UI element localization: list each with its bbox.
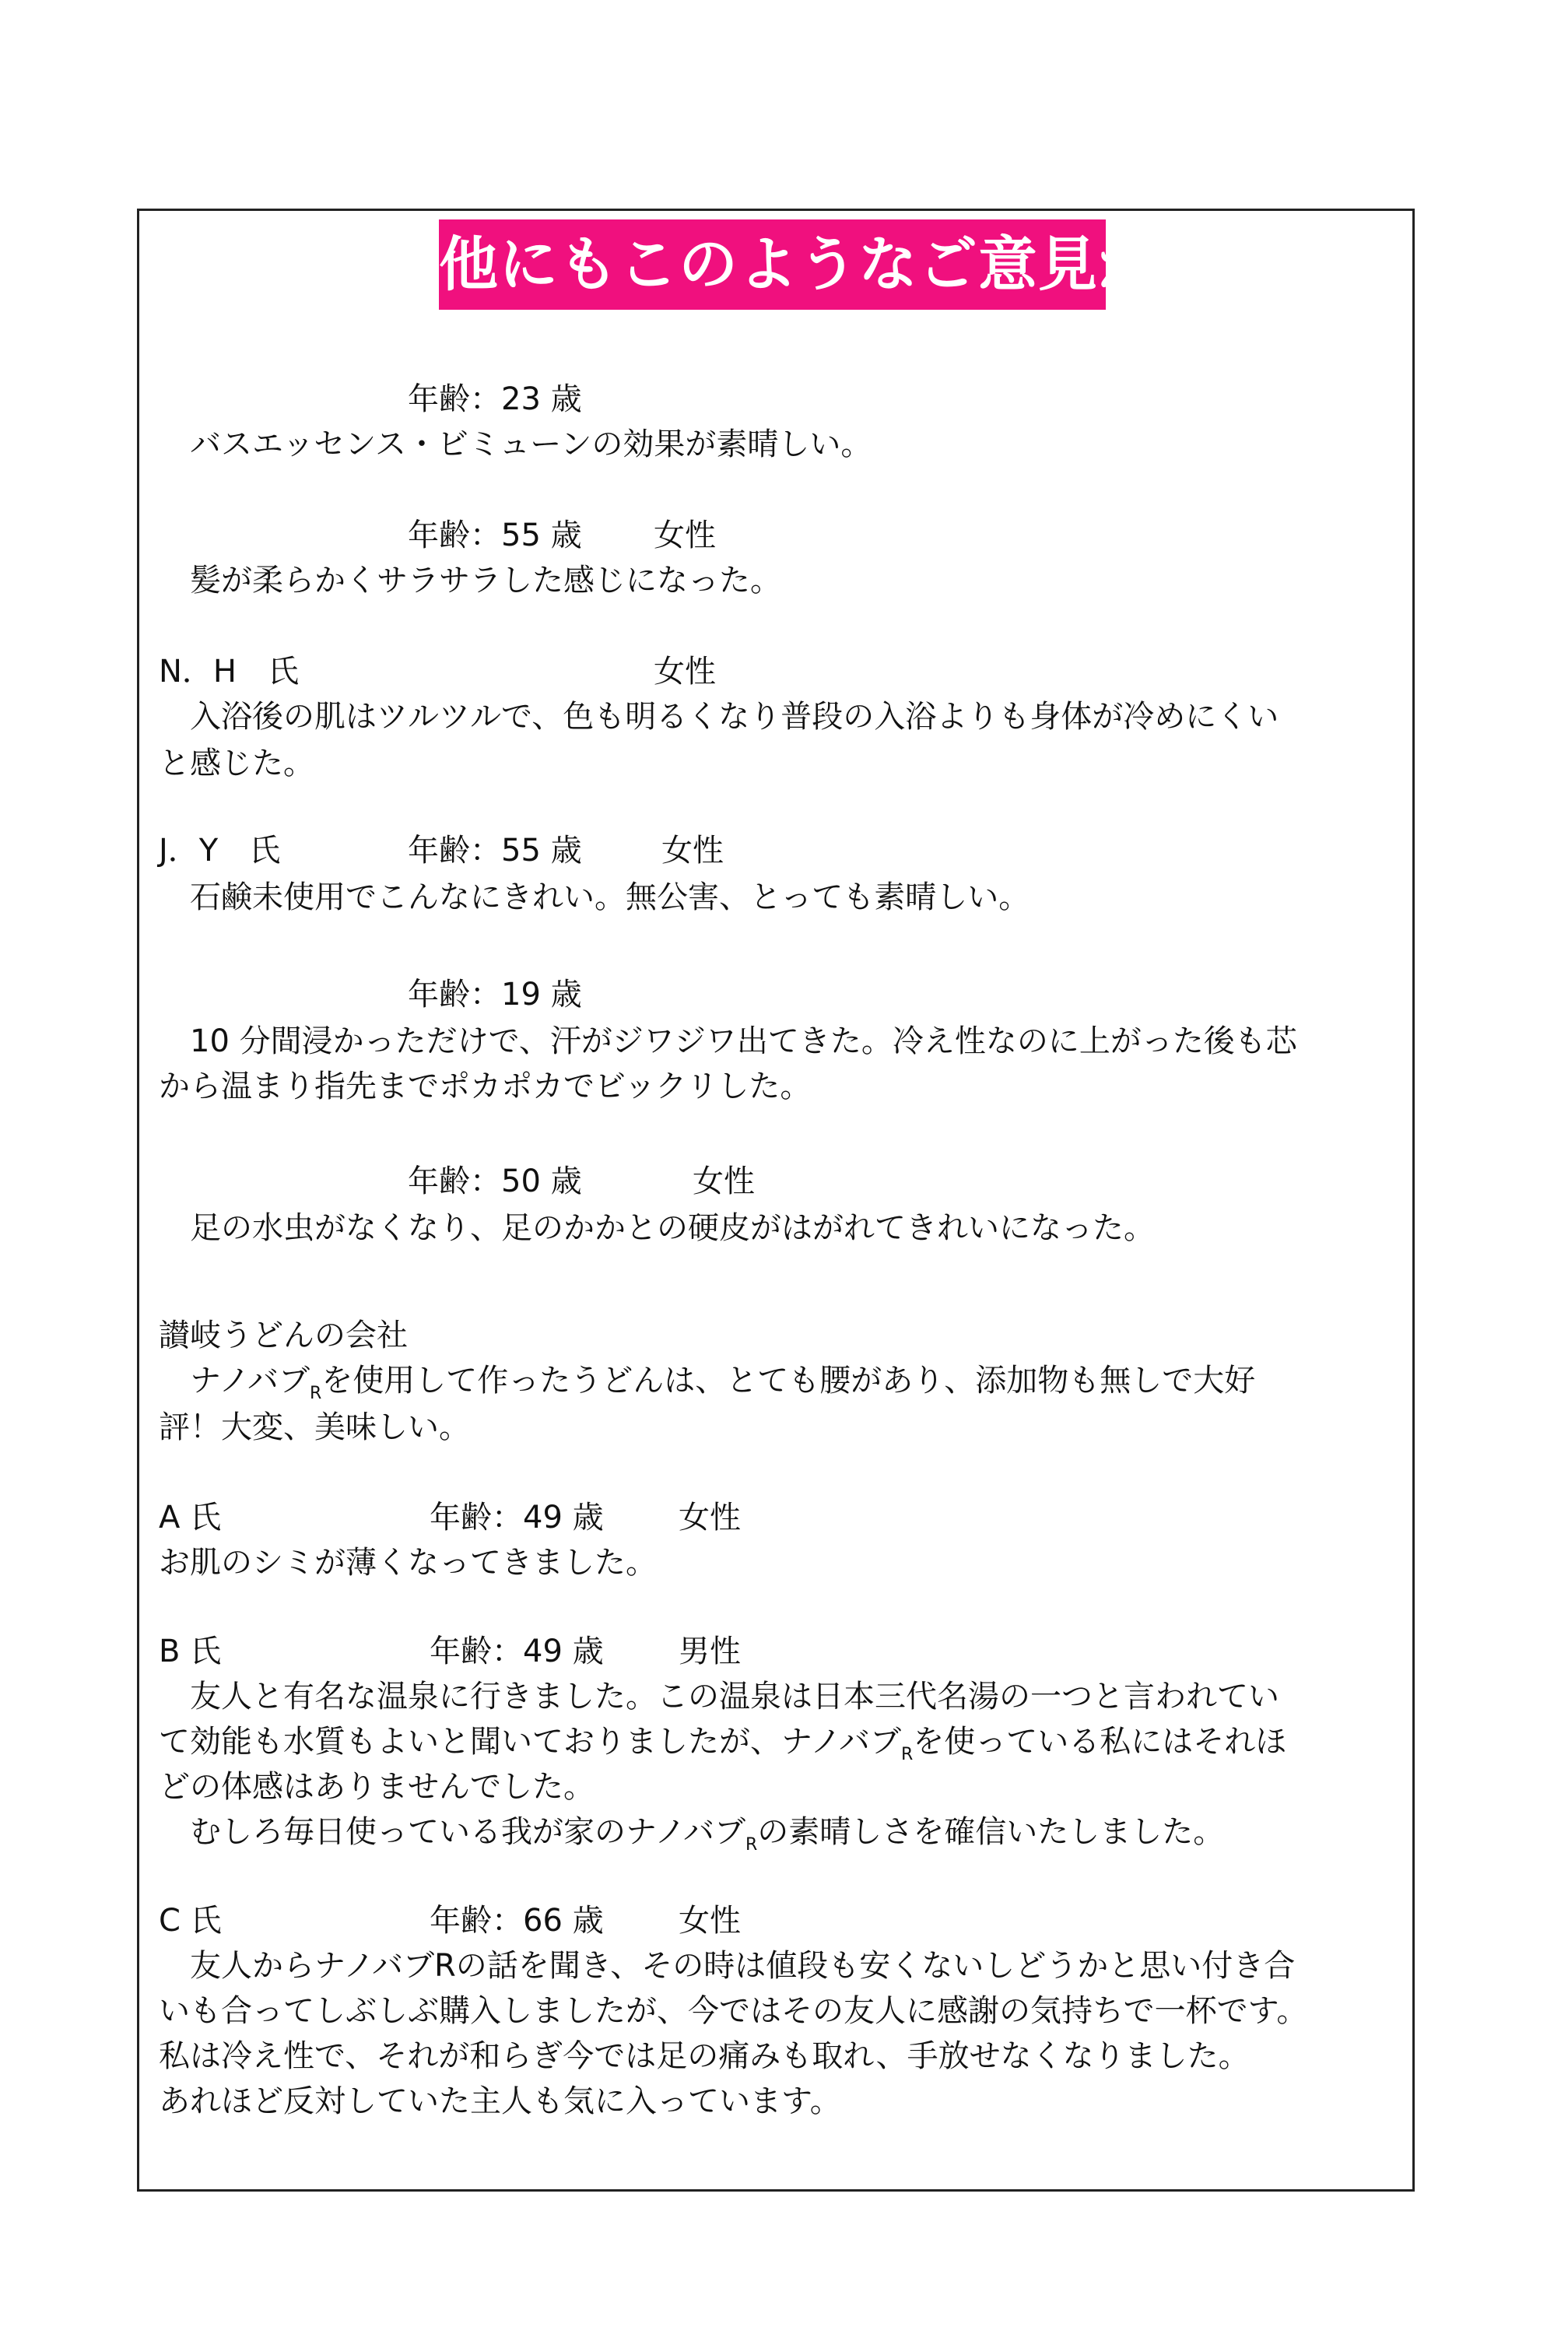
page-title: 他にもこのようなご意見が。 [439, 219, 1106, 310]
entry-text: いも合ってしぶしぶ購入しましたが、今ではその友人に感謝の気持ちで一杯です。 [159, 1993, 1308, 2029]
entry-text: 評！大変、美味しい。 [159, 1409, 470, 1445]
entry-gender: 女性 [693, 1164, 755, 1199]
entry-age: 年齢：66 歳 [430, 1903, 604, 1939]
entry-text: 石鹸未使用でこんなにきれい。無公害、とっても素晴しい。 [190, 879, 1030, 915]
entry-age: 年齢：55 歳 [408, 833, 582, 869]
entry-age: 年齢：49 歳 [430, 1500, 604, 1536]
entry-text: バスエッセンス・ビミューンの効果が素晴しい。 [190, 426, 872, 462]
entry-name: C 氏 [159, 1903, 222, 1939]
document-frame [137, 209, 1415, 2192]
entry-text: と感じた。 [159, 746, 314, 781]
entry-text: どの体感はありませんでした。 [159, 1769, 595, 1805]
entry-text: 足の水虫がなくなり、足のかかとの硬皮がはがれてきれいになった。 [190, 1210, 1155, 1246]
entry-gender: 男性 [679, 1634, 741, 1669]
entry-age: 年齢：19 歳 [408, 977, 582, 1013]
entry-gender: 女性 [654, 518, 716, 553]
subscript-r: R [745, 1835, 758, 1855]
subscript-r: R [310, 1384, 322, 1403]
entry-name: N．H 氏 [159, 654, 299, 690]
entry-text: 友人と有名な温泉に行きました。この温泉は日本三代名湯の一つと言われてい [190, 1679, 1279, 1715]
entry-age: 年齢：50 歳 [408, 1164, 582, 1199]
entry-gender: 女性 [654, 654, 716, 690]
entry-text: 髪が柔らかくサラサラした感じになった。 [190, 563, 781, 598]
entry-text [190, 1810, 1224, 1867]
entry-age: 年齢：49 歳 [430, 1634, 604, 1669]
entry-name: J．Y 氏 [159, 833, 281, 869]
entry-text: 友人からナノバブRの話を聞き、その時は値段も安くないしどうかと思い付き合 [190, 1948, 1296, 1984]
entry-name: A 氏 [159, 1500, 222, 1536]
entry-text: 入浴後の肌はツルツルで、色も明るくなり普段の入浴よりも身体が冷めにくい [190, 699, 1279, 735]
entry-age: 年齢：55 歳 [408, 518, 582, 553]
text-fragment: て効能も水質もよいと聞いておりましたが、ナノバブ [159, 1724, 901, 1760]
entry-gender: 女性 [661, 833, 724, 869]
entry-text: お肌のシミが薄くなってきました。 [159, 1545, 657, 1581]
entry-name: B 氏 [159, 1634, 222, 1669]
text-fragment: を使っている私にはそれほ [913, 1724, 1287, 1760]
entry-text: 10 分間浸かっただけで、汗がジワジワ出てきた。冷え性なのに上がった後も芯 [190, 1023, 1297, 1059]
entry-text: から温まり指先までポカポカでビックリした。 [159, 1069, 812, 1104]
subscript-r: R [901, 1745, 914, 1764]
text-fragment: ナノバブ [190, 1363, 310, 1399]
text-fragment: むしろ毎日使っている我が家のナノバブ [190, 1814, 745, 1850]
entry-text: 私は冷え性で、それが和らぎ今では足の痛みも取れ、手放せなくなりました。 [159, 2038, 1250, 2074]
entry-age: 年齢：23 歳 [408, 381, 582, 417]
entry-name: 讃岐うどんの会社 [159, 1318, 408, 1353]
text-fragment: を使用して作ったうどんは、とても腰があり、添加物も無しで大好 [321, 1363, 1256, 1399]
text-fragment: の素晴しさを確信いたしました。 [757, 1814, 1225, 1850]
entry-gender: 女性 [679, 1500, 741, 1536]
entry-gender: 女性 [679, 1903, 741, 1939]
entry-text: あれほど反対していた主人も気に入っています。 [159, 2083, 841, 2119]
